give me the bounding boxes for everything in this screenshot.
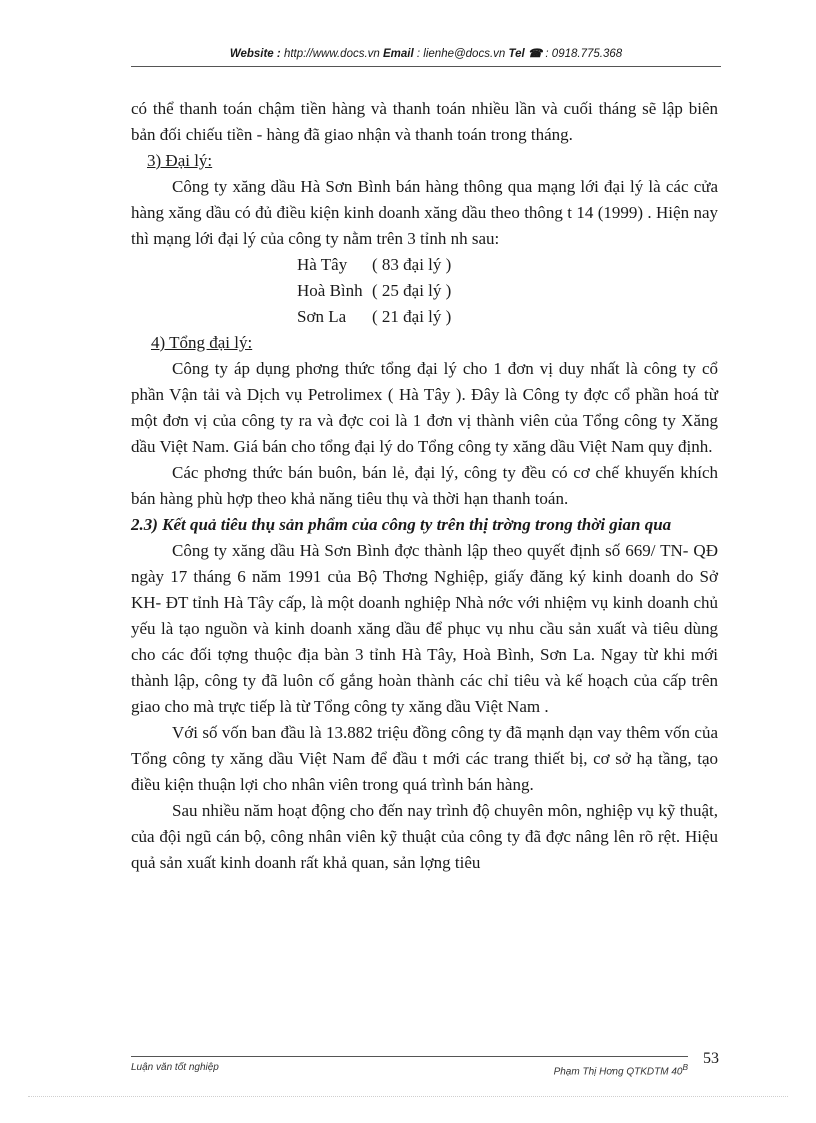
list-item [297, 304, 718, 330]
website-label: Website : [229, 48, 281, 60]
agent-count: ( 83 đại lý ) [372, 255, 452, 274]
section-heading-4 [131, 330, 718, 356]
agent-count: ( 25 đại lý ) [372, 281, 452, 300]
paragraph: Các phơng thức bán buôn, bán lẻ, đại lý, công ty đều có cơ chế khuyến khích bán hàng phù hợp theo khả năng tiêu thụ và thời hạn thanh toán. [131, 463, 718, 508]
section-heading-2-3: 2.3) Kết quả tiêu thụ sản phẩm của công ty trên thị trờng trong thời gian qua [131, 515, 672, 534]
paragraph: có thể thanh toán chậm tiền hàng và thanh toán nhiều lần và cuối tháng sẽ lập biên bản đối chiếu tiền - hàng đã giao nhận và thanh toán trong tháng. [131, 99, 718, 144]
section-heading-3 [131, 148, 718, 174]
agent-list [297, 252, 718, 330]
paragraph: Với số vốn ban đầu là 13.882 triệu đồng công ty đã mạnh dạn vay thêm vốn của Tổng công ty xăng dầu Việt Nam để đầu t mới các trang thiết bị, cơ sở hạ tầng, tạo điều kiện thuận lợi cho nhân viên trong quá trình bán hàng. [131, 723, 718, 794]
paragraph: Sau nhiều năm hoạt động cho đến nay trình độ chuyên môn, nghiệp vụ kỹ thuật, của đội ngũ cán bộ, công nhân viên kỹ thuật của công ty đã đợc nâng lên rõ rệt. Hiệu quả sản xuất kinh doanh rất khả quan, sản lợng tiêu [131, 801, 718, 872]
page-edge-divider [28, 1096, 788, 1097]
footer-author-text: Phạm Thị Hơng QTKDTM 40 [553, 1066, 683, 1078]
email-label: Email [383, 48, 414, 60]
section-4-title: ) Tổng đại lý: [159, 333, 253, 352]
footer-thesis-label: Luận văn tốt nghiệp [131, 1062, 219, 1073]
paragraph: Công ty xăng dầu Hà Sơn Bình bán hàng thông qua mạng lới đại lý là các cửa hàng xăng dầu có đủ điều kiện kinh doanh xăng dầu theo thông t 14 (1999) . Hiện nay thì mạng lới đại lý của công ty nằm trên 3 tỉnh nh sau: [131, 177, 718, 248]
section-4-number: 4 [151, 333, 160, 352]
section-3-number: 3 [147, 151, 156, 170]
footer-class-sup: B [682, 1062, 688, 1072]
province-name: Hà Tây [297, 255, 348, 274]
section-3-title: ) Đại lý: [155, 151, 213, 170]
list-item [297, 252, 718, 278]
website-url[interactable]: http://www.docs.vn [283, 48, 380, 60]
province-name: Sơn La [297, 307, 347, 326]
tel-number: : 0918.775.368 [545, 48, 623, 60]
page-header [131, 46, 721, 67]
footer-author [554, 1062, 688, 1077]
page-number: 53 [703, 1050, 719, 1067]
province-name: Hoà Bình [297, 281, 363, 300]
page-body [131, 96, 718, 876]
page-footer [131, 1056, 688, 1078]
list-item [297, 278, 718, 304]
paragraph: Công ty áp dụng phơng thức tổng đại lý cho 1 đơn vị duy nhất là công ty cổ phần Vận tải và Dịch vụ Petrolimex ( Hà Tây ). Đây là Công ty đợc cổ phần hoá từ một đơn vị của công ty ra và đợc coi là 1 đơn vị thành viên của Tổng công ty Xăng dầu Việt Nam. Giá bán cho tổng đại lý do Tổng công ty xăng dầu Việt Nam quy định. [131, 359, 718, 456]
paragraph: Công ty xăng dầu Hà Sơn Bình đợc thành lập theo quyết định số 669/ TN- QĐ ngày 17 tháng 6 năm 1991 của Bộ Thơng Nghiệp, giấy đăng ký kinh doanh do Sở KH- ĐT tỉnh Hà Tây cấp, là một doanh nghiệp Nhà nớc với nhiệm vụ kinh doanh chủ yếu là tạo nguồn và kinh doanh xăng dầu để phục vụ nhu cầu sản xuất và tiêu dùng cho các đối tợng thuộc địa bàn 3 tỉnh Hà Tây, Hoà Bình, Sơn La. Ngay từ khi mới thành lập, công ty đã luôn cố gắng hoàn thành các chỉ tiêu và kế hoạch của cấp trên giao cho mà trực tiếp là từ Tổng công ty xăng dầu Việt Nam . [131, 541, 718, 716]
email-address[interactable]: : lienhe@docs.vn [416, 48, 506, 60]
tel-label: Tel ☎ [508, 48, 543, 60]
agent-count: ( 21 đại lý ) [372, 307, 452, 326]
